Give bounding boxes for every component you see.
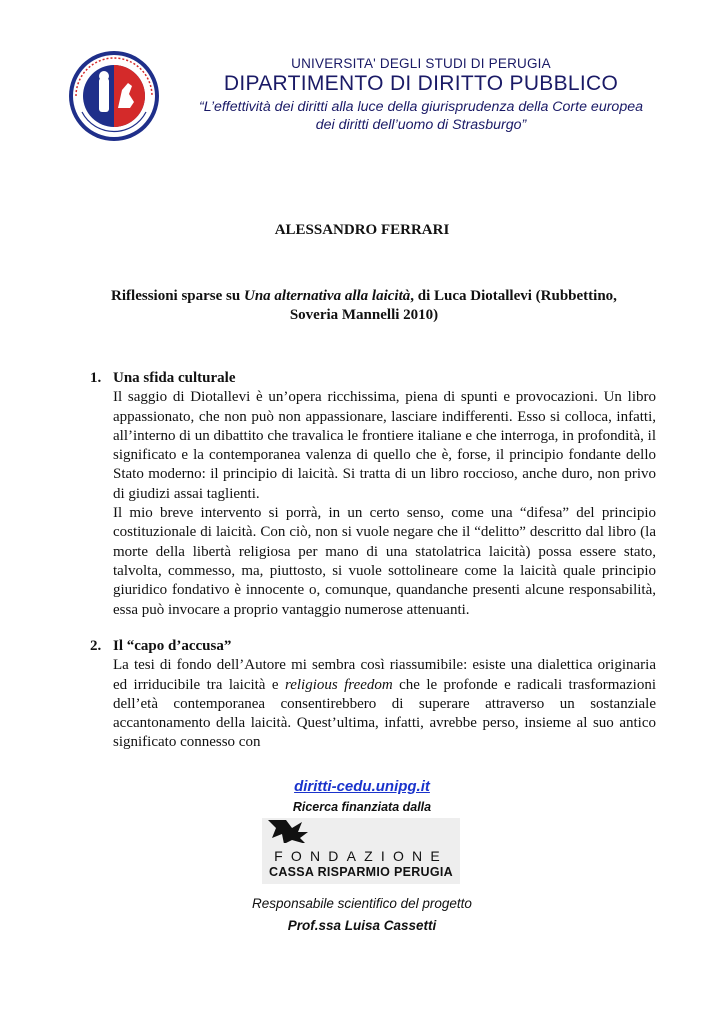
title-prefix: Riflessioni sparse su xyxy=(111,288,244,304)
university-name: UNIVERSITA' DEGLI STUDI DI PERUGIA xyxy=(291,56,551,71)
author-name: ALESSANDRO FERRARI xyxy=(274,222,450,238)
paragraph-text: La tesi di fondo dell’Autore mi sembra così riassumibile: esiste una dialettica originaria ed irriducibile tra laicità e xyxy=(113,657,656,693)
section-heading xyxy=(90,637,656,656)
project-motto-line-1: “L’effettività dei diritti alla luce della giurisprudenza della Corte europea xyxy=(198,99,643,115)
letterhead xyxy=(68,50,668,150)
paragraph xyxy=(113,656,656,752)
section-title: Una sfida culturale xyxy=(113,370,236,386)
title-book-italic: Una alternativa alla laicità xyxy=(243,288,411,304)
paragraph-text: che le profonde e radicali trasformazioni dell’età contemporanea consentirebbero di superare attraverso un sostanziale accantonamento della laicità. Quest’ultima, infatti, avrebbe perso, insieme al suo antico significato connesso con xyxy=(113,676,657,751)
scientific-lead-label: Responsabile scientifico del progetto xyxy=(252,896,472,911)
griffin-icon xyxy=(262,818,460,846)
section-number: 1. xyxy=(90,370,102,386)
paragraph-italic-term: religious freedom xyxy=(284,676,393,693)
section-1 xyxy=(90,369,656,620)
funded-by-label: Ricerca finanziata dalla xyxy=(292,800,432,814)
foundation-logo-line-1: FONDAZIONE xyxy=(274,848,448,864)
section-title: Il “capo d’accusa” xyxy=(113,638,232,654)
section-heading xyxy=(90,369,656,388)
section-2 xyxy=(90,637,656,753)
department-name: DIPARTIMENTO DI DIRITTO PUBBLICO xyxy=(223,72,619,95)
title-suffix: , di Luca Diotallevi (Rubbettino, Soveria Mannelli 2010) xyxy=(289,288,617,323)
university-seal-icon xyxy=(68,50,160,142)
paragraph: Il mio breve intervento si porrà, in un certo senso, come una “difesa” del principio costituzionale di laicità. Con ciò, non si vuole negare che il “delitto” descritto dal libro (la morte della libertà religiosa per mano di una statolatrica laicità) possa essere stato, talvolta, commesso, ma, piuttosto, si vuole sottolineare come la laicità quale principio giuridico fondativo è innocente o, comunque, quandanche presenti alcune responsabilità, essa può invocare a proprio vantaggio numerose attenuanti. xyxy=(113,505,656,618)
article-title xyxy=(90,287,638,325)
project-motto-line-2: dei diritti dell’uomo di Strasburgo” xyxy=(315,117,527,133)
foundation-logo-line-2: CASSA RISPARMIO PERUGIA xyxy=(269,865,453,879)
scientific-lead-name: Prof.ssa Luisa Cassetti xyxy=(287,918,437,933)
project-website-link[interactable]: diritti-cedu.unipg.it xyxy=(294,778,430,795)
paragraph: Il saggio di Diotallevi è un’opera ricchissima, piena di spunti e provocazioni. Un libro appassionato, che non può non appassionare, lasciare indifferenti. Esso si colloca, infatti, all’interno di un dibattito che travalica le frontiere italiane e che interroga, in profondità, il significato e la contemporanea valenza di quello che è, forse, il principio fondante dello Stato moderno: il principio di laicità. Si tratta di un libro roccioso, anche duro, non privo di giudizi assai taglienti. xyxy=(113,389,656,502)
foundation-logo xyxy=(262,818,460,884)
section-number: 2. xyxy=(90,638,102,654)
